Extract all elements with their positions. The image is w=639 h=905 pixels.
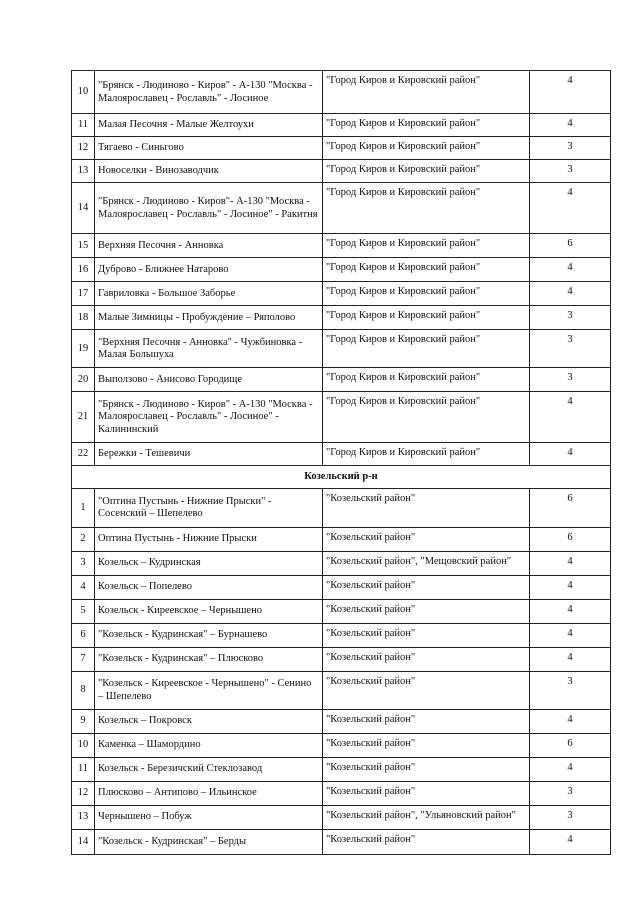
route-name: Козельск – Кудринская	[95, 551, 323, 575]
table-row	[72, 623, 611, 647]
stop-count: 3	[530, 306, 611, 330]
stop-count: 4	[530, 71, 611, 114]
table-row	[72, 160, 611, 183]
table-row	[72, 282, 611, 306]
stop-count: 4	[530, 392, 611, 443]
routes-table	[71, 70, 611, 855]
stop-count: 4	[530, 575, 611, 599]
row-number: 14	[72, 829, 95, 854]
row-number: 13	[72, 160, 95, 183]
table-row	[72, 71, 611, 114]
route-name: Новоселки - Винозаводчик	[95, 160, 323, 183]
table-row	[72, 757, 611, 781]
stop-count: 6	[530, 733, 611, 757]
district-name: "Город Киров и Кировский район"	[323, 234, 530, 258]
row-number: 7	[72, 647, 95, 671]
district-name: "Город Киров и Кировский район"	[323, 71, 530, 114]
table-row	[72, 575, 611, 599]
stop-count: 4	[530, 551, 611, 575]
row-number: 16	[72, 258, 95, 282]
table-row	[72, 330, 611, 368]
district-name: "Козельский район"	[323, 709, 530, 733]
district-name: "Город Киров и Кировский район"	[323, 114, 530, 137]
district-name: "Козельский район"	[323, 781, 530, 805]
row-number: 13	[72, 805, 95, 829]
table-row	[72, 805, 611, 829]
route-name: "Брянск - Людиново - Киров" - А-130 "Москва - Малоярославец - Рославль" - Лосиное	[95, 71, 323, 114]
section-title: Козельский р-н	[72, 466, 611, 489]
route-name: Чернышено – Побуж	[95, 805, 323, 829]
table-body-kozelsk	[72, 488, 611, 854]
district-name: "Город Киров и Кировский район"	[323, 183, 530, 234]
district-name: "Козельский район"	[323, 599, 530, 623]
table-row	[72, 392, 611, 443]
route-name: Каменка – Шамордино	[95, 733, 323, 757]
table-row	[72, 306, 611, 330]
row-number: 6	[72, 623, 95, 647]
district-name: "Козельский район", "Ульяновский район"	[323, 805, 530, 829]
district-name: "Козельский район"	[323, 757, 530, 781]
district-name: "Козельский район"	[323, 647, 530, 671]
stop-count: 4	[530, 647, 611, 671]
district-name: "Город Киров и Кировский район"	[323, 368, 530, 392]
row-number: 8	[72, 671, 95, 709]
row-number: 18	[72, 306, 95, 330]
row-number: 1	[72, 488, 95, 527]
district-name: "Город Киров и Кировский район"	[323, 258, 530, 282]
table-row	[72, 234, 611, 258]
row-number: 17	[72, 282, 95, 306]
table-row	[72, 443, 611, 466]
section-row	[72, 466, 611, 489]
route-name: "Козельск - Кудринская" – Берды	[95, 829, 323, 854]
district-name: "Козельский район"	[323, 623, 530, 647]
stop-count: 3	[530, 805, 611, 829]
stop-count: 6	[530, 527, 611, 551]
stop-count: 3	[530, 671, 611, 709]
routes-document	[71, 70, 610, 855]
district-name: "Козельский район"	[323, 733, 530, 757]
table-row	[72, 488, 611, 527]
stop-count: 3	[530, 368, 611, 392]
route-name: Козельск – Попелево	[95, 575, 323, 599]
table-row	[72, 647, 611, 671]
district-name: "Город Киров и Кировский район"	[323, 330, 530, 368]
row-number: 22	[72, 443, 95, 466]
row-number: 11	[72, 114, 95, 137]
row-number: 12	[72, 137, 95, 160]
stop-count: 3	[530, 330, 611, 368]
route-name: "Верхняя Песочня - Анновка" - Чужбиновка - Малая Большуха	[95, 330, 323, 368]
stop-count: 3	[530, 781, 611, 805]
route-name: "Брянск - Людиново - Киров" - А-130 "Москва - Малоярославец - Рославль" - Лосиное" - Калининский	[95, 392, 323, 443]
route-name: Малая Песочня - Малые Желтоухи	[95, 114, 323, 137]
stop-count: 3	[530, 137, 611, 160]
stop-count: 4	[530, 623, 611, 647]
stop-count: 4	[530, 757, 611, 781]
table-row	[72, 709, 611, 733]
route-name: Бережки - Тешевичи	[95, 443, 323, 466]
route-name: "Козельск - Кудринская" – Бурнашево	[95, 623, 323, 647]
district-name: "Город Киров и Кировский район"	[323, 282, 530, 306]
row-number: 14	[72, 183, 95, 234]
table-row	[72, 829, 611, 854]
row-number: 19	[72, 330, 95, 368]
route-name: Выползово - Анисово Городище	[95, 368, 323, 392]
stop-count: 4	[530, 282, 611, 306]
table-row	[72, 671, 611, 709]
district-name: "Город Киров и Кировский район"	[323, 137, 530, 160]
table-row	[72, 527, 611, 551]
row-number: 9	[72, 709, 95, 733]
stop-count: 4	[530, 183, 611, 234]
row-number: 5	[72, 599, 95, 623]
row-number: 15	[72, 234, 95, 258]
row-number: 20	[72, 368, 95, 392]
district-name: "Город Киров и Кировский район"	[323, 443, 530, 466]
table-row	[72, 781, 611, 805]
route-name: "Оптина Пустынь - Нижние Прыски" - Сосенский – Шепелево	[95, 488, 323, 527]
route-name: Верхняя Песочня - Анновка	[95, 234, 323, 258]
stop-count: 6	[530, 234, 611, 258]
table-row	[72, 551, 611, 575]
table-row	[72, 183, 611, 234]
route-name: Козельск - Березичский Стеклозавод	[95, 757, 323, 781]
section-header	[72, 466, 611, 489]
route-name: Дуброво - Ближнее Натарово	[95, 258, 323, 282]
route-name: Гавриловка - Большое Заборье	[95, 282, 323, 306]
route-name: Тягаево - Синьгово	[95, 137, 323, 160]
row-number: 10	[72, 733, 95, 757]
table-row	[72, 114, 611, 137]
district-name: "Козельский район", "Мещовский район"	[323, 551, 530, 575]
route-name: Малые Зимницы - Пробуждение – Ряполово	[95, 306, 323, 330]
table-row	[72, 137, 611, 160]
table-row	[72, 733, 611, 757]
route-name: Оптина Пустынь - Нижние Прыски	[95, 527, 323, 551]
row-number: 3	[72, 551, 95, 575]
district-name: "Город Киров и Кировский район"	[323, 160, 530, 183]
stop-count: 4	[530, 114, 611, 137]
stop-count: 4	[530, 443, 611, 466]
table-row	[72, 368, 611, 392]
district-name: "Козельский район"	[323, 527, 530, 551]
route-name: Козельск - Киреевское – Чернышено	[95, 599, 323, 623]
route-name: Козельск – Покровск	[95, 709, 323, 733]
stop-count: 4	[530, 709, 611, 733]
route-name: Плюсково – Антипово – Ильинское	[95, 781, 323, 805]
route-name: "Козельск - Киреевское - Чернышено" - Сенино – Шепелево	[95, 671, 323, 709]
table-row	[72, 258, 611, 282]
route-name: "Брянск - Людиново - Киров"- А-130 "Москва - Малоярославец - Рославль" - Лосиное" - Ракитня	[95, 183, 323, 234]
row-number: 12	[72, 781, 95, 805]
route-name: "Козельск - Кудринская" – Плюсково	[95, 647, 323, 671]
row-number: 10	[72, 71, 95, 114]
district-name: "Город Киров и Кировский район"	[323, 306, 530, 330]
district-name: "Козельский район"	[323, 575, 530, 599]
stop-count: 4	[530, 829, 611, 854]
district-name: "Козельский район"	[323, 829, 530, 854]
row-number: 21	[72, 392, 95, 443]
district-name: "Город Киров и Кировский район"	[323, 392, 530, 443]
district-name: "Козельский район"	[323, 671, 530, 709]
district-name: "Козельский район"	[323, 488, 530, 527]
stop-count: 4	[530, 258, 611, 282]
stop-count: 6	[530, 488, 611, 527]
table-body-kirov	[72, 71, 611, 466]
table-row	[72, 599, 611, 623]
row-number: 11	[72, 757, 95, 781]
row-number: 2	[72, 527, 95, 551]
stop-count: 4	[530, 599, 611, 623]
row-number: 4	[72, 575, 95, 599]
stop-count: 3	[530, 160, 611, 183]
